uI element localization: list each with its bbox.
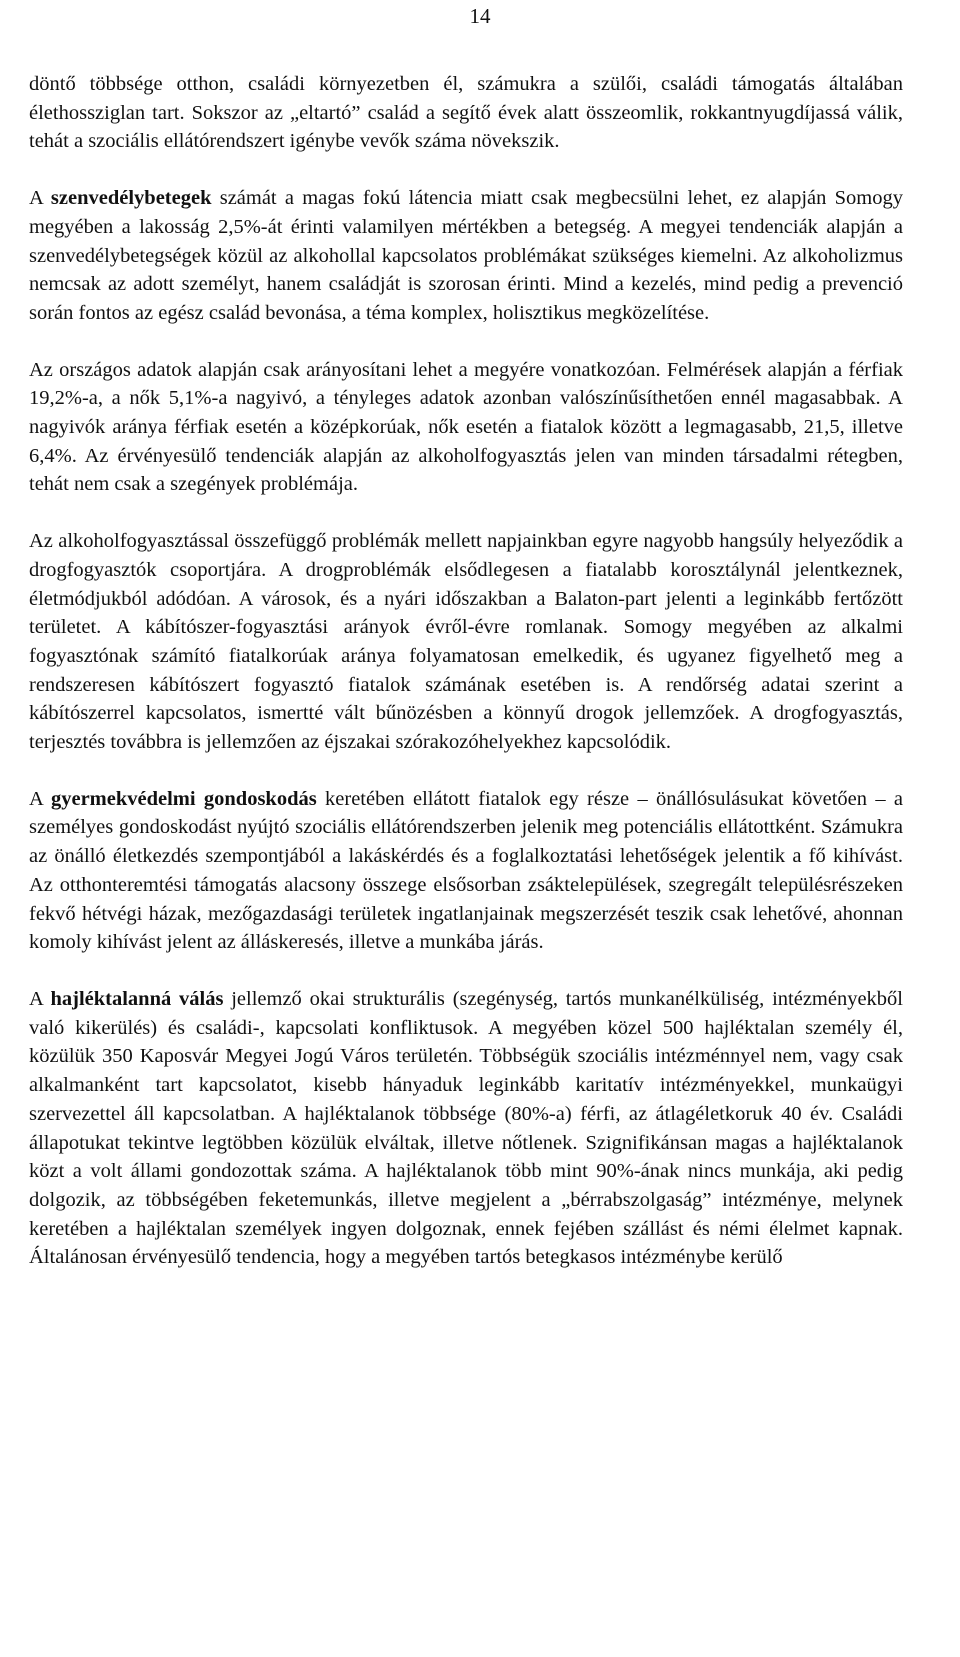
paragraph-addiction-lead: A — [29, 187, 51, 210]
paragraph-homelessness-keyword: hajléktalanná válás — [50, 987, 224, 1010]
paragraph-addiction-body: számát a magas fokú látencia miatt csak megbecsülni lehet, ez alapján Somogy megyében a lakosság 2,5%-át érinti valamilyen mértékben a betegség. A megyei tendenciák alapján a szenvedélybetegségek közül az alkohollal kapcsolatos problémákat szükséges kiemelni. Az alkoholizmus nemcsak az adott személyt, hanem családját is szorosan érinti. Mind a kezelés, mind pedig a prevenció során fontos az egész család bevonása, a téma komplex, holisztikus megközelítése. — [29, 187, 903, 324]
paragraph-addiction-keyword: szenvedélybetegek — [50, 187, 212, 210]
paragraph-child-protection — [29, 785, 903, 957]
paragraph-homelessness — [29, 985, 903, 1272]
document-body — [29, 70, 903, 1300]
paragraph-addiction — [29, 184, 903, 328]
paragraph-drugs: Az alkoholfogyasztással összefüggő problémák mellett napjainkban egyre nagyobb hangsúly helyeződik a drogfogyasztók csoportjára. A drogproblémák elsődlegesen a fiatalabb korosztálynál jelentkeznek, életmódjukból adódóan. A városok, és a nyári időszakban a Balaton-part jelenti a leginkább fertőzött területet. A kábítószer-fogyasztási arányok évről-évre romlanak. Somogy megyében az alkalmi fogyasztónak számító fiatalkorúak aránya folyamatosan emelkedik, és ugyanez figyelhető meg a rendszeresen kábítószert fogyasztó fiatalok számának esetében is. A rendőrség adatai szerint a kábítószerrel kapcsolatos, ismertté vált bűnözésben a könnyű drogok jellemzőek. A drogfogyasztás, terjesztés továbbra is jellemzően az éjszakai szórakozóhelyekhez kapcsolódik. — [29, 530, 903, 754]
paragraph-homelessness-body: jellemző okai strukturális (szegénység, tartós munkanélküliség, intézményekből való kikerülés) és családi-, kapcsolati konfliktusok. A megyében közel 500 hajléktalan személy él, közülük 350 Kaposvár Megyei Jogú Város területén. Többségük szociális intézménnyel nem, vagy csak alkalmanként tart kapcsolatot, kisebb hányaduk leginkább karitatív intézményekkel, munkaügyi szervezettel áll kapcsolatban. A hajléktalanok többsége (80%-a) férfi, az átlagéletkoruk 40 év. Családi állapotukat tekintve legtöbben közülük elváltak, illetve nőtlenek. Szignifikánsan magas a hajléktalanok közt a volt állami gondozottak száma. A hajléktalanok több mint 90%-ának nincs munkája, aki pedig dolgozik, az többségében feketemunkás, illetve megjelent a „bérrabszolgaság” intézménye, melynek keretében a hajléktalan személyek ingyen dolgoznak, ennek fejében szállást és némi élelmet kapnak. Általánosan érvényesülő tendencia, hogy a megyében tartós betegkasos intézménybe kerülő — [29, 987, 904, 1269]
paragraph-family-support: döntő többsége otthon, családi környezetben él, számukra a szülői, családi támogatás általában élethossziglan tart. Sokszor az „eltartó” család a segítő évek alatt összeomlik, rokkantnyugdíjassá válik, tehát a szociális ellátórendszert igénybe vevők száma növekszik. — [29, 73, 903, 153]
paragraph-child-protection-body: keretében ellátott fiatalok egy része – önállósulásukat követően – a személyes gondoskodást nyújtó szociális ellátórendszerben jelenik meg potenciális ellátottként. Számukra az önálló életkezdés szempontjából a lakáskérdés és a foglalkoztatási lehetőségek jelentik a fő kihívást. Az otthonteremtési támogatás alacsony összege elsősorban zsáktelepülések, szegregált településrészeken fekvő hétvégi házak, mezőgazdasági területek ingatlanjainak megszerzését teszik csak lehetővé, ahonnan komoly kihívást jelent az álláskeresés, illetve a munkába járás. — [29, 787, 903, 954]
paragraph-alcohol-stats: Az országos adatok alapján csak arányosítani lehet a megyére vonatkozóan. Felmérések alapján a férfiak 19,2%-a, a nők 5,1%-a nagyivó, a tényleges adatok azonban valószínűsíthetően ennél magasabbak. A nagyivók aránya férfiak esetén a középkorúak, nők esetén a fiatalok között a legmagasabb, 21,5, illetve 6,4%. Az érvényesülő tendenciák alapján az alkoholfogyasztás jelen van minden társadalmi rétegben, tehát nem csak a szegények problémája. — [29, 358, 903, 496]
paragraph-child-protection-lead: A — [29, 787, 51, 810]
page-number: 14 — [469, 4, 491, 28]
paragraph-child-protection-keyword: gyermekvédelmi gondoskodás — [50, 787, 317, 810]
paragraph-homelessness-lead: A — [29, 987, 51, 1010]
